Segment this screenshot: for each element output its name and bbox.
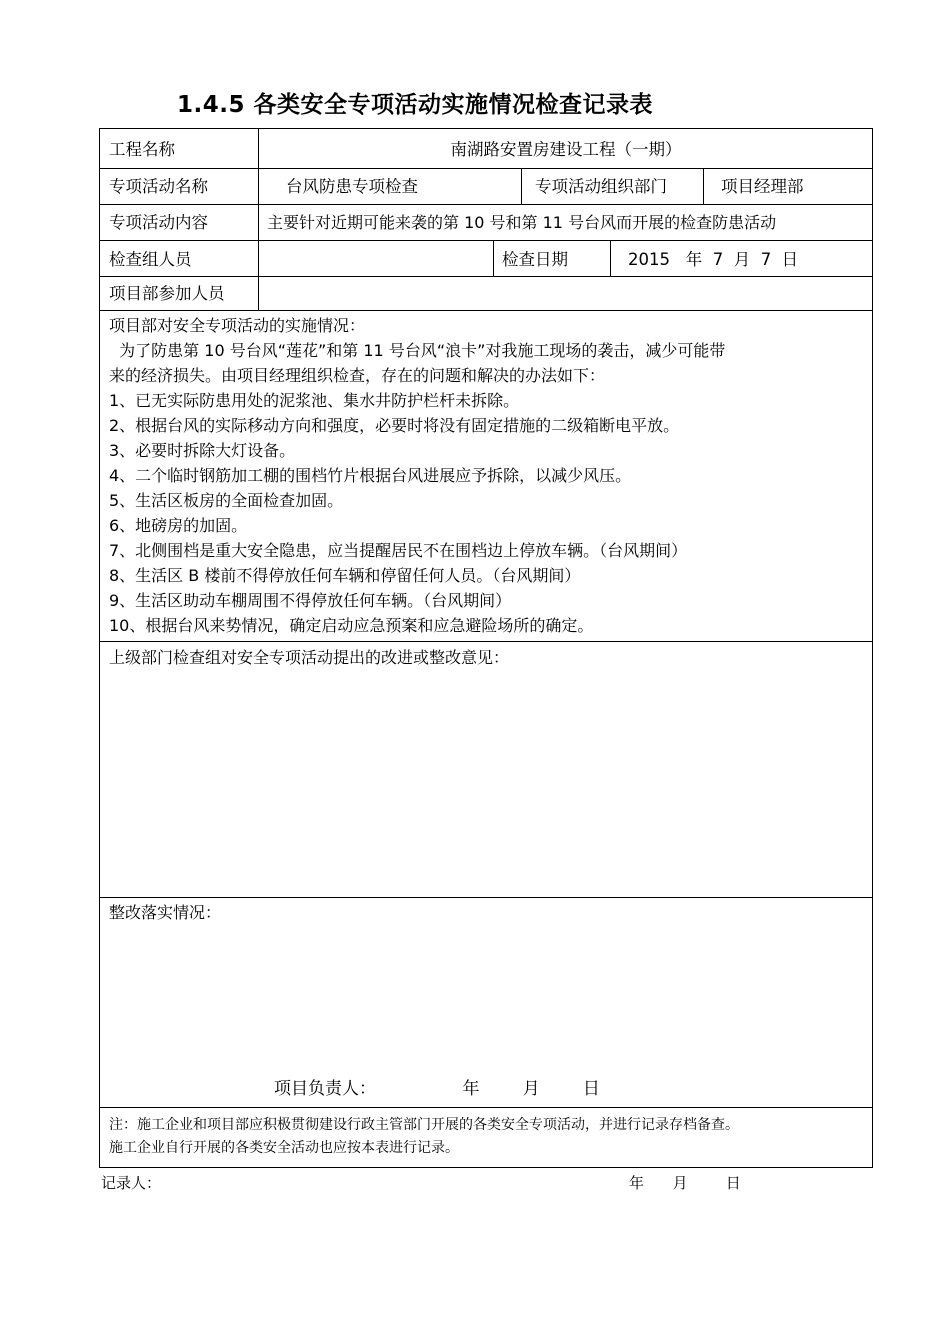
date-value: 2015 年 7 月 7 日 [628, 250, 799, 269]
list-item: 10、根据台风来势情况，确定启动应急预案和应急避险场所的确定。 [109, 616, 594, 635]
org-dept-value: 项目经理部 [721, 177, 804, 196]
content-label: 专项活动内容 [109, 213, 208, 232]
responsible-signature-line: 项目负责人： 年 月 日 [274, 1079, 600, 1099]
row-divider [100, 168, 872, 169]
row-divider [100, 276, 872, 277]
activity-name-value: 台风防患专项检查 [286, 177, 418, 196]
superior-opinion-section [109, 645, 870, 670]
content-value: 主要针对近期可能来袭的第 10 号和第 11 号台风而开展的检查防患活动 [267, 213, 777, 232]
inspectors-label: 检查组人员 [109, 250, 192, 269]
list-item: 4、二个临时钢筋加工棚的围档竹片根据台风进展应予拆除，以减少风压。 [109, 466, 632, 485]
implementation-heading: 项目部对安全专项活动的实施情况： [109, 316, 366, 335]
rectification-section [109, 900, 870, 925]
org-dept-label: 专项活动组织部门 [535, 177, 667, 196]
list-item: 1、已无实际防患用处的泥浆池、集水井防护栏杆未拆除。 [109, 391, 520, 410]
superior-opinion-heading: 上级部门检查组对安全专项活动提出的改进或整改意见： [109, 648, 510, 667]
list-item: 9、生活区助动车棚周围不得停放任何车辆。（台风期间） [109, 591, 512, 610]
row-divider [100, 310, 872, 311]
date-label: 检查日期 [502, 250, 568, 269]
list-item: 6、地磅房的加固。 [109, 516, 248, 535]
project-name-label: 工程名称 [109, 140, 175, 159]
section-divider [100, 641, 872, 642]
record-date: 年 月 日 [629, 1174, 741, 1192]
column-divider [703, 168, 704, 204]
implementation-intro: 为了防患第 10 号台风“莲花”和第 11 号台风“浪卡”对我施工现场的袭击，减少可能带 [109, 341, 726, 360]
rectification-heading: 整改落实情况： [109, 903, 222, 922]
list-item: 3、必要时拆除大灯设备。 [109, 441, 296, 460]
implementation-section [109, 313, 870, 638]
participants-label: 项目部参加人员 [109, 284, 225, 303]
project-name-value: 南湖路安置房建设工程（一期） [450, 140, 682, 159]
row-divider [100, 240, 872, 241]
note-line: 注：施工企业和项目部应积极贯彻建设行政主管部门开展的各类安全专项活动，并进行记录存档备查。 [109, 1117, 739, 1133]
record-table [99, 128, 873, 1168]
list-item: 5、生活区板房的全面检查加固。 [109, 491, 344, 510]
column-divider [610, 240, 611, 276]
section-divider [100, 897, 872, 898]
list-item: 8、生活区 B 楼前不得停放任何车辆和停留任何人员。（台风期间） [109, 566, 581, 585]
note-section [109, 1114, 868, 1160]
column-divider [493, 240, 494, 276]
section-divider [100, 1107, 872, 1108]
list-item: 7、北侧围档是重大安全隐患，应当提醒居民不在围档边上停放车辆。（台风期间） [109, 541, 688, 560]
list-item: 2、根据台风的实际移动方向和强度，必要时将没有固定措施的二级箱断电平放。 [109, 416, 680, 435]
column-divider [521, 168, 522, 204]
page-title: 1.4.5 各类安全专项活动实施情况检查记录表 [177, 92, 653, 118]
implementation-intro: 来的经济损失。由项目经理组织检查，存在的问题和解决的办法如下： [109, 366, 606, 385]
row-divider [100, 204, 872, 205]
recorder-label: 记录人： [101, 1174, 162, 1192]
activity-name-label: 专项活动名称 [109, 177, 208, 196]
note-line: 施工企业自行开展的各类安全活动也应按本表进行记录。 [109, 1140, 459, 1156]
